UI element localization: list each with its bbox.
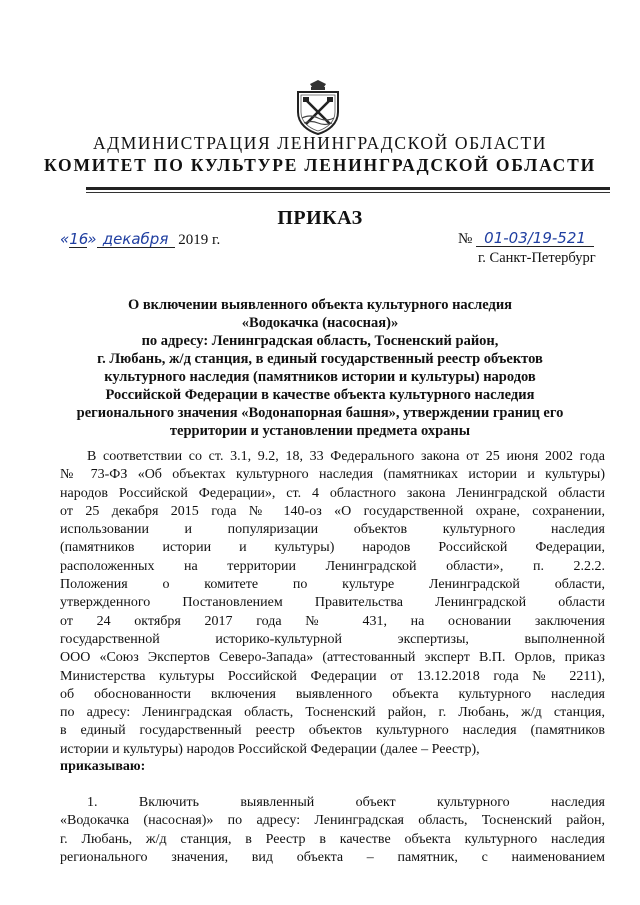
org-name: АДМИНИСТРАЦИЯ ЛЕНИНГРАДСКОЙ ОБЛАСТИ	[93, 133, 547, 153]
number-value: 01-03/19-521	[476, 230, 594, 247]
document-city: г. Санкт-Петербург	[478, 250, 596, 266]
subject-line: территории и установлении предмета охраны	[169, 423, 471, 439]
point-line: регионального значения, вид объекта – памятник, с наименованием	[60, 849, 605, 865]
order-word: приказываю:	[60, 759, 146, 774]
document-date	[60, 230, 220, 249]
subject-line: регионального значения «Водонапорная башня», утверждении границ его	[76, 405, 564, 421]
date-year: 2019 г.	[174, 232, 221, 248]
date-day: 16	[69, 230, 89, 248]
body-line: по адресу: Ленинградская область, Тосненский район, г. Любань, ж/д станция,	[60, 705, 605, 721]
date-month: декабря	[97, 231, 175, 248]
body-line: в единый государственный реестр объектов культурного наследия (памятников	[60, 723, 605, 739]
body-line: ООО «Союз Экспертов Северо-Запада» (аттестованный эксперт В.П. Орлов, приказ	[60, 650, 605, 666]
subject-line: О включении выявленного объекта культурного наследия	[127, 297, 513, 313]
header-divider-thin	[86, 192, 610, 193]
body-line: государственной историко-культурной экспертизы, выполненной	[60, 631, 605, 647]
body-line: (памятников истории и культуры) народов Российской Федерации,	[60, 540, 605, 556]
point-line: 1. Включить выявленный объект культурного наследия	[87, 795, 605, 810]
document-subject	[0, 296, 640, 440]
body-line: от 24 октября 2017 года № 431, на основании заключения	[60, 613, 605, 629]
subject-line: Российской Федерации в качестве объекта культурного наследия	[105, 387, 535, 403]
body-line: использовании и популяризации объектов культурного наследия	[60, 522, 605, 538]
header-divider	[86, 187, 610, 190]
committee-name: КОМИТЕТ ПО КУЛЬТУРЕ ЛЕНИНГРАДСКОЙ ОБЛАСТИ	[44, 155, 596, 175]
preamble-paragraph	[60, 448, 605, 759]
number-prefix: №	[458, 231, 473, 247]
body-line: Министерства культуры Российской Федерации от 13.12.2018 года № 2211),	[60, 668, 605, 684]
body-line: об обоснованности включения выявленного объекта культурного наследия	[60, 686, 605, 702]
subject-line: г. Любань, ж/д станция, в единый государственный реестр объектов	[97, 351, 543, 367]
body-line: В соответствии со ст. 3.1, 9.2, 18, 33 Федерального закона от 25 июня 2002 года	[87, 449, 605, 464]
body-line: расположенных на территории Ленинградской области», п. 2.2.2.	[60, 558, 605, 574]
order-point-1	[60, 794, 605, 867]
point-line: «Водокачка (насосная)» по адресу: Ленинградская область, Тосненский район,	[60, 813, 605, 829]
body-line: Положения о комитете по культуре Ленинградской области,	[60, 577, 605, 593]
body-line: утвержденного Постановлением Правительства Ленинградской области	[60, 595, 605, 611]
date-close-quote: »	[87, 230, 97, 248]
body-line: № 73-ФЗ «Об объектах культурного наследия (памятниках истории и культуры)	[60, 467, 605, 483]
subject-line: по адресу: Ленинградская область, Тосненский район,	[141, 333, 499, 349]
body-line: истории и культуры) народов Российской Федерации (далее – Реестр),	[60, 741, 480, 757]
subject-line: «Водокачка (насосная)»	[241, 315, 399, 331]
body-line: от 25 декабря 2015 года № 140-оз «О государственной охране, сохранении,	[60, 503, 605, 519]
date-open-quote: «	[60, 230, 70, 248]
subject-line: культурного наследия (памятников истории и культуры) народов	[104, 369, 536, 385]
coat-of-arms-icon	[292, 78, 344, 136]
document-number	[458, 230, 594, 248]
document-title: ПРИКАЗ	[277, 207, 363, 229]
point-line: г. Любань, ж/д станция, в Реестр в качестве объекта культурного наследия	[60, 831, 605, 847]
body-line: народов Российской Федерации», ст. 4 областного закона Ленинградской области	[60, 485, 605, 501]
